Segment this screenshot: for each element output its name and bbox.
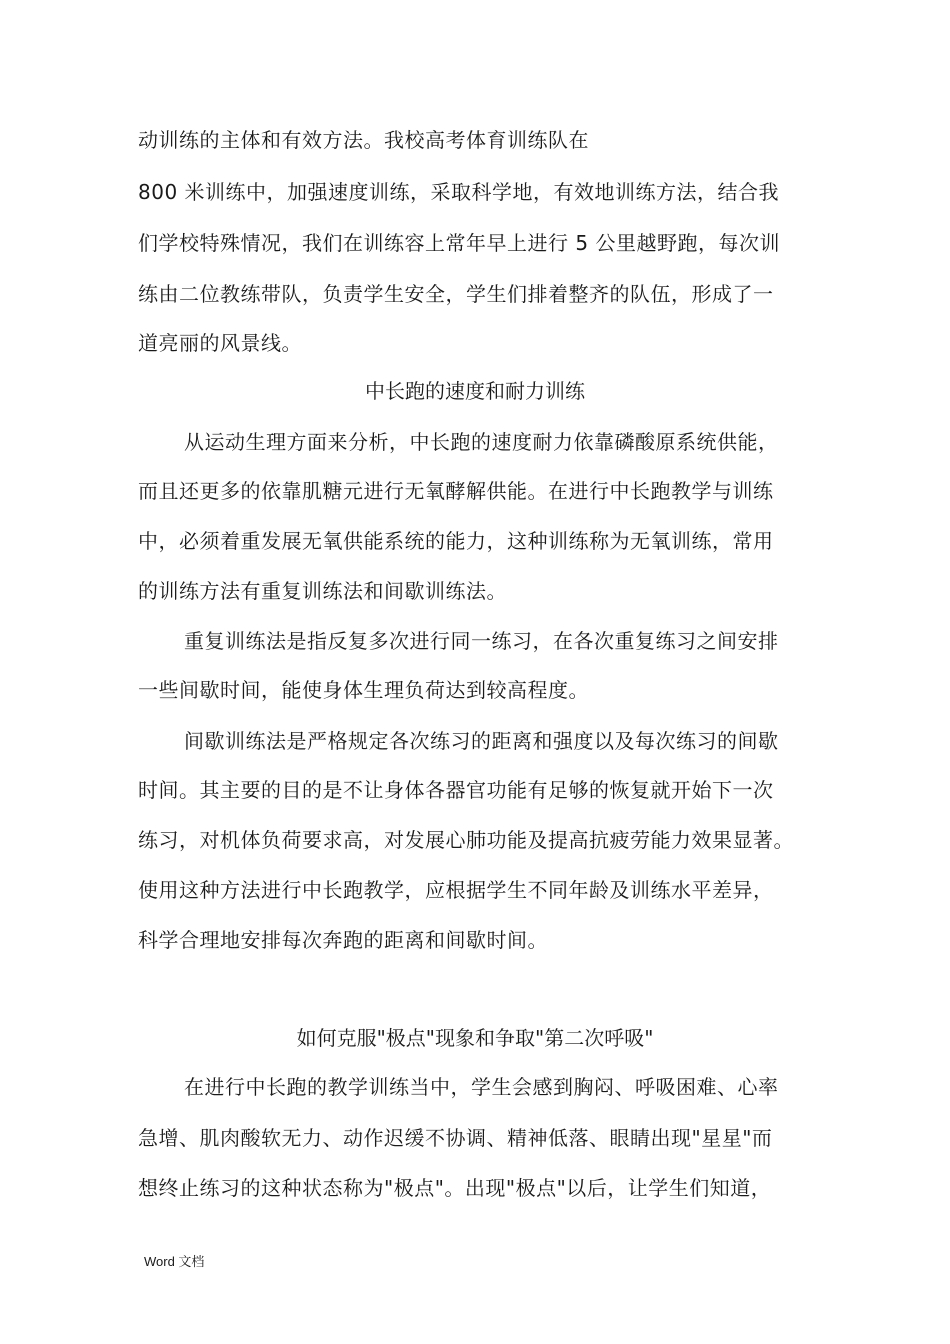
paragraph-line: 重复训练法是指反复多次进行同一练习，在各次重复练习之间安排 <box>184 629 779 653</box>
paragraph-line: 想终止练习的这种状态称为"极点"。出现"极点"以后，让学生们知道， <box>138 1176 772 1200</box>
paragraph-line: 们学校特殊情况，我们在训练容上常年早上进行 5 公里越野跑，每次训 <box>138 231 780 255</box>
paragraph-line: 中，必须着重发展无氧供能系统的能力，这种训练称为无氧训练，常用 <box>138 529 774 553</box>
paragraph-line: 使用这种方法进行中长跑教学，应根据学生不同年龄及训练水平差异， <box>138 878 774 902</box>
paragraph-line: 而且还更多的依靠肌糖元进行无氧酵解供能。在进行中长跑教学与训练 <box>138 479 774 503</box>
section-heading-speed-endurance: 中长跑的速度和耐力训练 <box>365 379 585 403</box>
paragraph-line: 动训练的主体和有效方法。我校高考体育训练队在 <box>138 128 589 152</box>
paragraph-line: 练习，对机体负荷要求高，对发展心肺功能及提高抗疲劳能力效果显著。 <box>138 828 794 852</box>
section-heading-dead-point: 如何克服"极点"现象和争取"第二次呼吸" <box>296 1026 654 1050</box>
paragraph-line: 时间。其主要的目的是不让身体各器官功能有足够的恢复就开始下一次 <box>138 778 774 802</box>
page-footer-label: Word 文档 <box>144 1254 205 1269</box>
paragraph-line: 的训练方法有重复训练法和间歇训练法。 <box>138 579 507 603</box>
paragraph-line: 在进行中长跑的教学训练当中，学生会感到胸闷、呼吸困难、心率 <box>184 1075 779 1099</box>
paragraph-line: 科学合理地安排每次奔跑的距离和间歇时间。 <box>138 928 548 952</box>
paragraph-line: 道亮丽的风景线。 <box>138 331 302 355</box>
paragraph-line: 从运动生理方面来分析，中长跑的速度耐力依靠磷酸原系统供能， <box>184 430 779 454</box>
paragraph-line: 练由二位教练带队，负责学生安全，学生们排着整齐的队伍，形成了一 <box>138 282 774 306</box>
paragraph-line: 800 米训练中，加强速度训练，采取科学地，有效地训练方法，结合我 <box>138 180 780 204</box>
paragraph-line: 急增、肌肉酸软无力、动作迟缓不协调、精神低落、眼睛出现"星星"而 <box>138 1126 773 1150</box>
paragraph-line: 间歇训练法是严格规定各次练习的距离和强度以及每次练习的间歇 <box>184 729 779 753</box>
paragraph-line: 一些间歇时间，能使身体生理负荷达到较高程度。 <box>138 678 589 702</box>
